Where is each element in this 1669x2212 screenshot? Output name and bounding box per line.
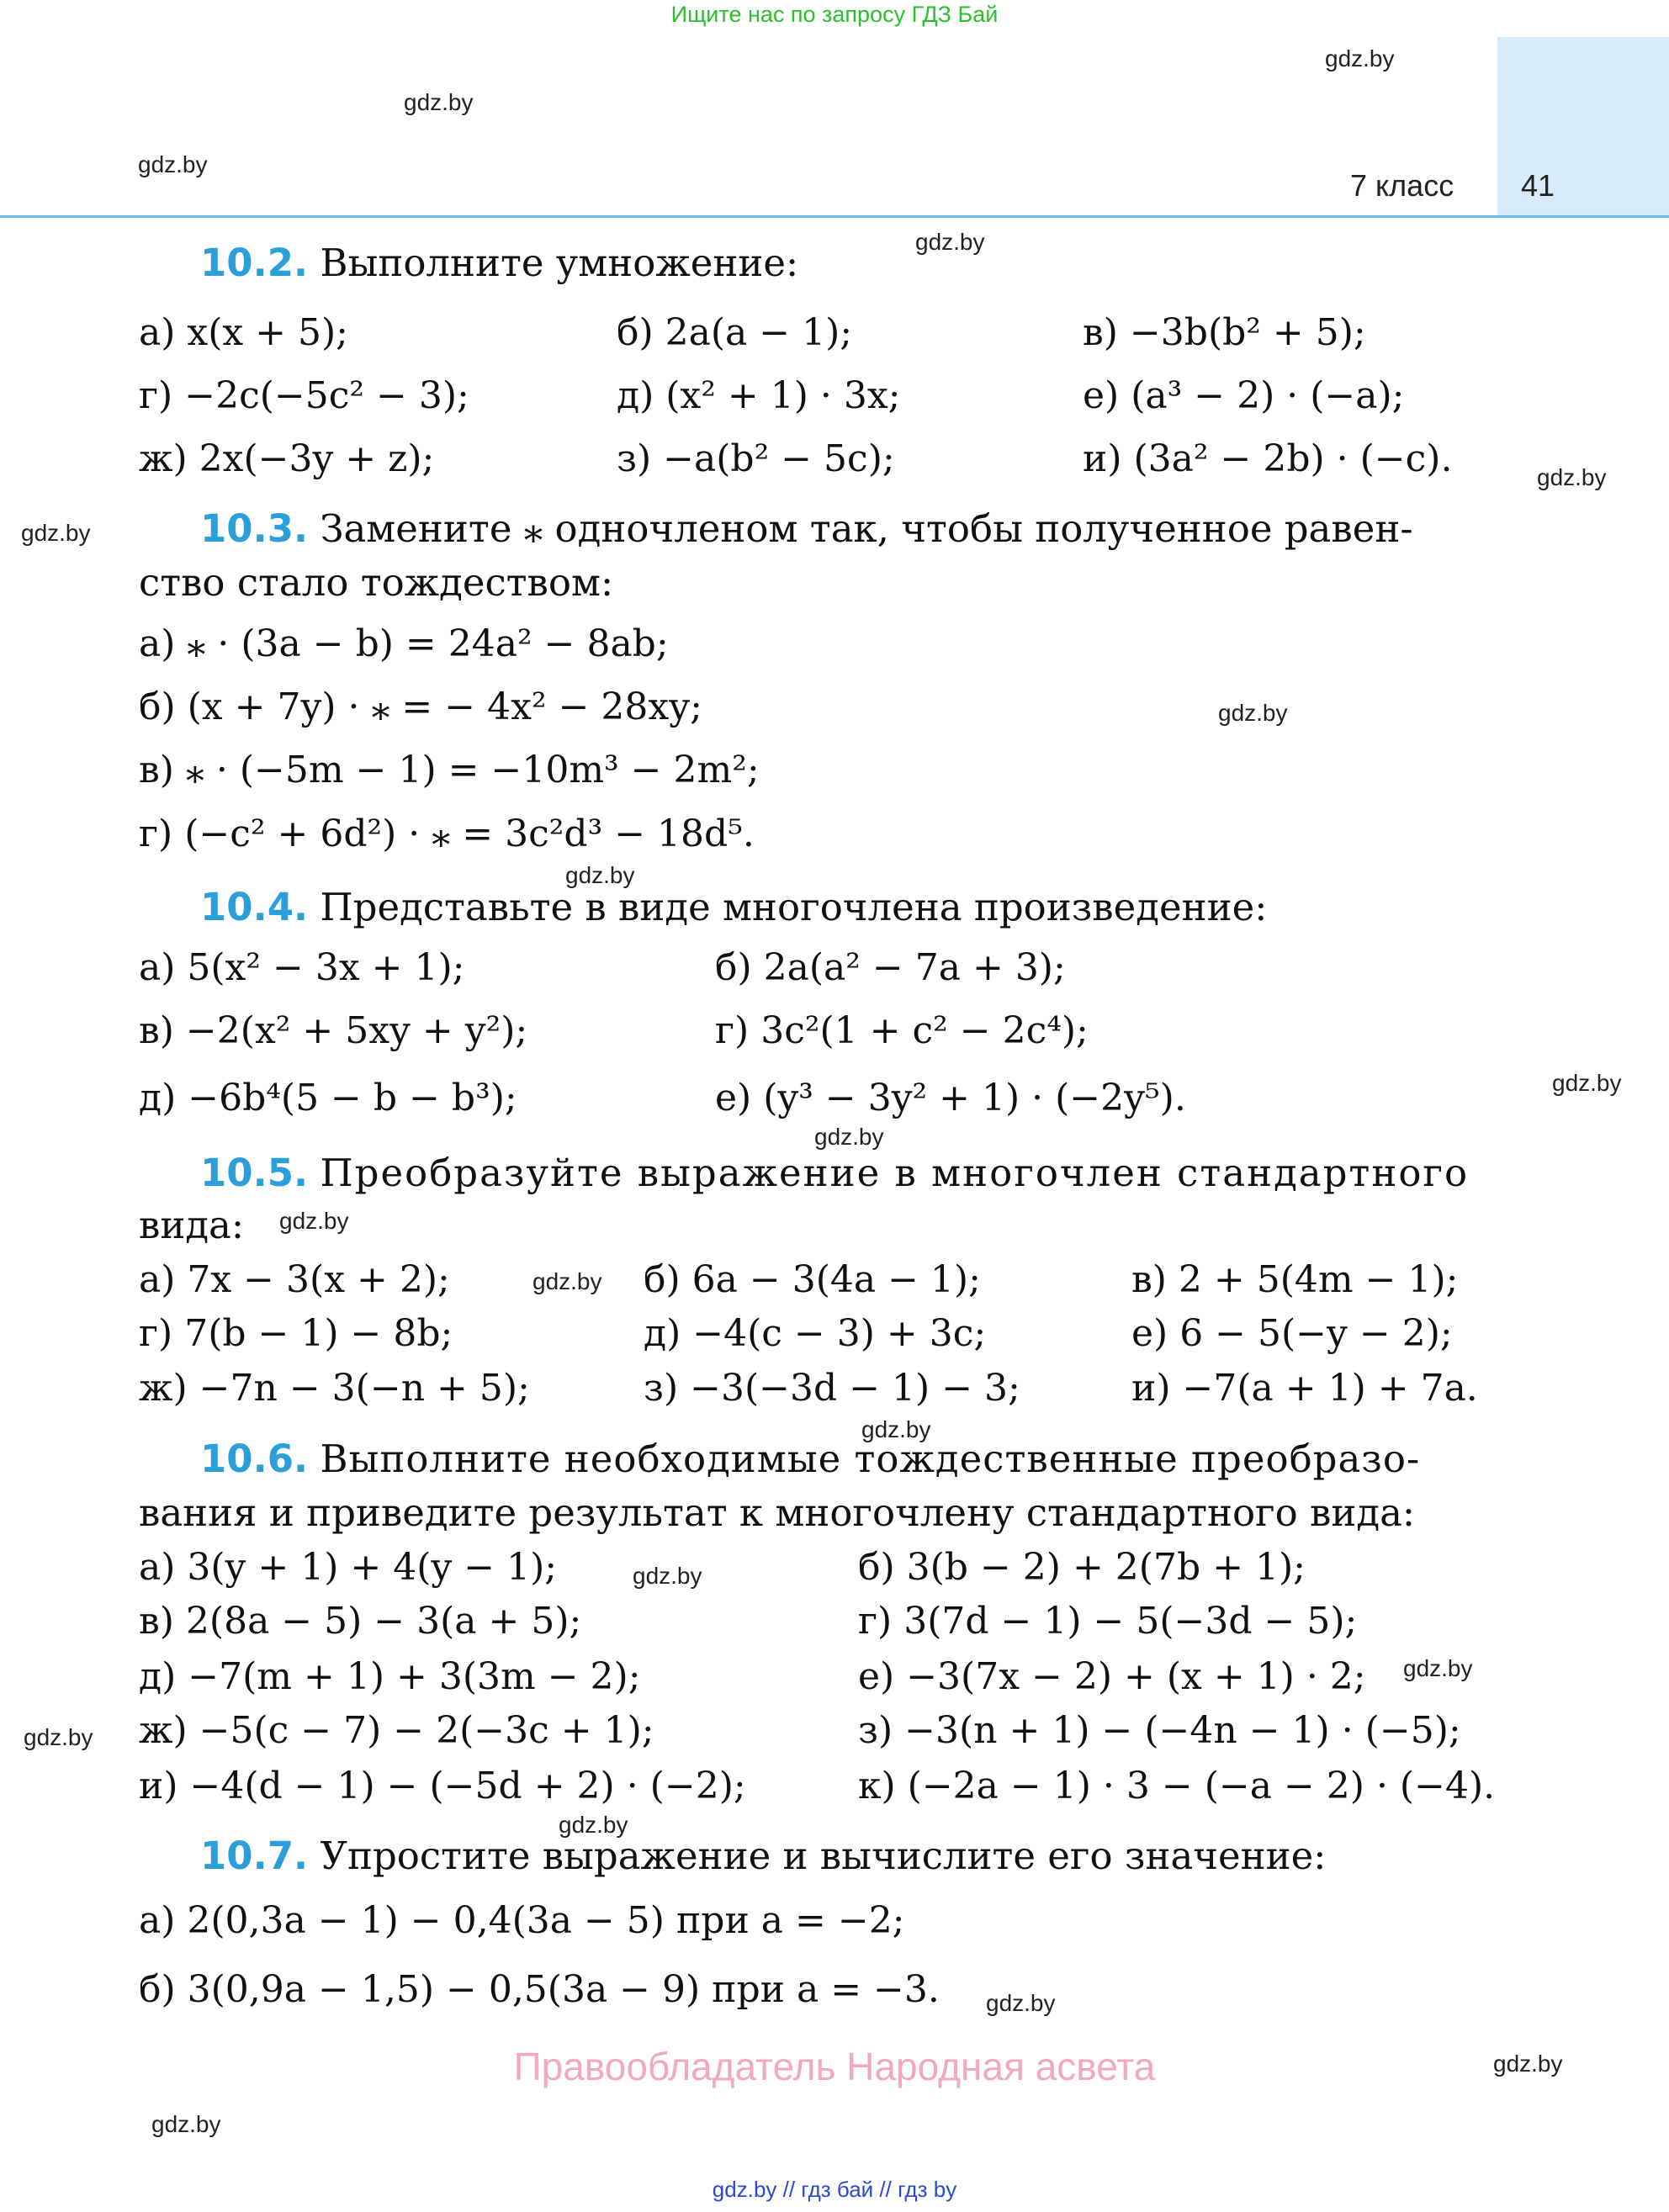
exercise-item: в) 2(8a − 5) − 3(a + 5); [139,1600,582,1643]
exercise-title: Выполните необходимые тождественные преобразо- [320,1437,1421,1481]
exercise-10-7-heading [200,1834,1326,1878]
exercise-item: г) 7(b − 1) − 8b; [139,1312,453,1355]
exercise-number: 10.3. [200,506,309,551]
watermark: gdz.by [24,1724,93,1750]
watermark: gdz.by [633,1563,702,1589]
exercise-title: Замените ⁎ одночленом так, чтобы полученное равен- [320,506,1413,551]
watermark: gdz.by [1325,45,1395,71]
exercise-10-6-heading [200,1437,1420,1481]
exercise-item: г) 3c²(1 + c² − 2c⁴); [715,1009,1089,1052]
exercise-item: г) 3(7d − 1) − 5(−3d − 5); [858,1600,1358,1643]
watermark: gdz.by [986,1990,1056,2016]
exercise-item: д) −7(m + 1) + 3(3m − 2); [139,1655,641,1698]
watermark: gdz.by [1493,2051,1563,2077]
exercise-title: Преобразуйте выражение в многочлен стандартного [320,1151,1470,1195]
exercise-item: б) 3(b − 2) + 2(7b + 1); [858,1546,1306,1589]
exercise-item: б) (x + 7y) · ⁎ = − 4x² − 28xy; [139,685,702,728]
exercise-10-4-heading [200,885,1267,929]
exercise-title: Выполните умножение: [320,241,799,285]
exercise-item: и) −7(a + 1) + 7a. [1131,1367,1478,1410]
watermark: gdz.by [915,229,985,255]
exercise-10-3-heading [200,506,1413,551]
exercise-item: з) −3(−3d − 1) − 3; [644,1367,1020,1410]
watermark: gdz.by [404,89,474,115]
exercise-item: б) 2a(a² − 7a + 3); [715,946,1066,989]
watermark: gdz.by [151,2111,221,2137]
exercise-number: 10.6. [200,1437,309,1481]
exercise-item: б) 6a − 3(4a − 1); [644,1258,981,1301]
exercise-item: е) (a³ − 2) · (−a); [1083,374,1405,417]
watermark: gdz.by [559,1812,628,1838]
exercise-title: Упростите выражение и вычислите его значение: [320,1834,1327,1878]
exercise-item: а) 2(0,3a − 1) − 0,4(3a − 5) при a = −2; [139,1899,905,1942]
exercise-item: ж) −7n − 3(−n + 5); [139,1367,530,1410]
exercise-item: ж) −5(c − 7) − 2(−3c + 1); [139,1709,654,1752]
watermark: gdz.by [21,520,91,546]
exercise-item: а) 5(x² − 3x + 1); [139,946,465,989]
watermark: gdz.by [861,1416,931,1442]
watermark: gdz.by [1537,464,1607,490]
exercise-number: 10.5. [200,1151,309,1195]
watermark: gdz.by [532,1268,602,1294]
watermark: gdz.by [814,1124,884,1150]
exercise-item: б) 2a(a − 1); [617,311,853,354]
footer-links[interactable]: gdz.by // гдз бай // гдз by [712,2177,957,2202]
exercise-title: Представьте в виде многочлена произведение: [320,885,1268,929]
exercise-item: ж) 2x(−3y + z); [139,437,435,480]
watermark: gdz.by [1403,1655,1473,1681]
watermark: gdz.by [1218,700,1288,726]
exercise-title-continued: ство стало тождеством: [139,560,614,605]
exercise-item: а) 7x − 3(x + 2); [139,1258,450,1301]
watermark: gdz.by [565,862,635,888]
page-number: 41 [1521,168,1555,203]
exercise-item: в) ⁎ · (−5m − 1) = −10m³ − 2m²; [139,749,760,791]
grade-label: 7 класс [1350,168,1454,203]
watermark: gdz.by [1552,1070,1622,1096]
exercise-item: и) −4(d − 1) − (−5d + 2) · (−2); [139,1765,746,1807]
header-divider [0,215,1669,218]
top-banner[interactable]: Ищите нас по запросу ГДЗ Бай [670,2,999,27]
exercise-item: к) (−2a − 1) · 3 − (−a − 2) · (−4). [858,1765,1496,1807]
exercise-item: б) 3(0,9a − 1,5) − 0,5(3a − 9) при a = −3. [139,1968,940,2011]
copyright-notice: Правообладатель Народная асвета [513,2045,1156,2088]
exercise-number: 10.7. [200,1834,309,1878]
watermark: gdz.by [138,151,208,177]
exercise-item: д) −4(c − 3) + 3c; [644,1312,987,1355]
exercise-item: д) −6b⁴(5 − b − b³); [139,1077,517,1119]
exercise-number: 10.2. [200,241,309,285]
exercise-item: а) x(x + 5); [139,311,349,354]
exercise-item: г) (−c² + 6d²) · ⁎ = 3c²d³ − 18d⁵. [139,812,755,855]
exercise-item: е) (y³ − 3y² + 1) · (−2y⁵). [715,1077,1186,1119]
exercise-item: д) (x² + 1) · 3x; [617,374,901,417]
exercise-item: а) 3(y + 1) + 4(y − 1); [139,1546,558,1589]
exercise-item: а) ⁎ · (3a − b) = 24a² − 8ab; [139,622,669,665]
exercise-10-2-heading [200,241,798,285]
exercise-10-5-heading [200,1151,1469,1195]
exercise-item: в) −2(x² + 5xy + y²); [139,1009,528,1052]
exercise-title-continued: вида: [139,1203,245,1247]
exercise-item: в) −3b(b² + 5); [1083,311,1366,354]
exercise-item: в) 2 + 5(4m − 1); [1131,1258,1459,1301]
exercise-item: и) (3a² − 2b) · (−c). [1083,437,1453,480]
exercise-number: 10.4. [200,885,309,929]
exercise-item: г) −2c(−5c² − 3); [139,374,469,417]
exercise-item: е) 6 − 5(−y − 2); [1131,1312,1453,1355]
exercise-title-continued: вания и приведите результат к многочлену стандартного вида: [139,1490,1416,1535]
watermark: gdz.by [279,1208,349,1234]
exercise-item: з) −3(n + 1) − (−4n − 1) · (−5); [858,1709,1461,1752]
exercise-item: з) −a(b² − 5c); [617,437,895,480]
exercise-item: е) −3(7x − 2) + (x + 1) · 2; [858,1655,1366,1698]
